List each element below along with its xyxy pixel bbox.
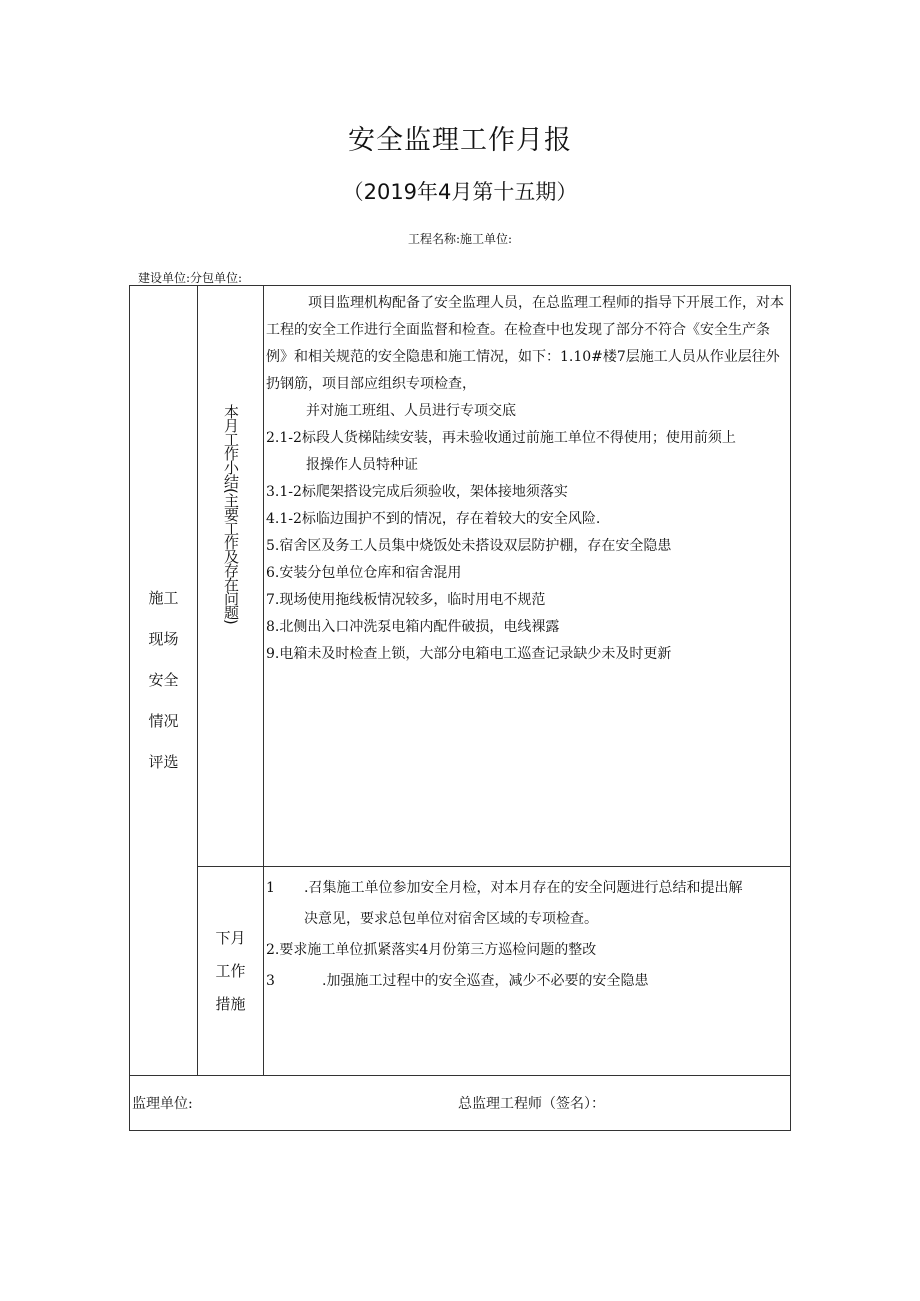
summary-item: 2.1-2标段人货梯陆续安装，再未验收通过前施工单位不得使用；使用前须上	[266, 430, 736, 446]
footer-row	[130, 1076, 791, 1131]
next-label-line: 下月	[215, 928, 246, 947]
report-table	[129, 285, 791, 1131]
next-item	[266, 966, 784, 997]
next-item	[266, 935, 784, 966]
summary-intro-cont: 并对施工班组、人员进行专项交底	[306, 403, 516, 419]
next-item-text: .加强施工过程中的安全巡查，减少不必要的安全隐患	[322, 973, 649, 989]
category-char: 情况	[148, 712, 179, 730]
next-item-number: 1	[266, 880, 275, 896]
project-info-line: 工程名称:施工单位:	[407, 232, 513, 246]
next-item-number: 3	[266, 973, 275, 989]
summary-item: 3.1-2标爬架搭设完成后须验收，架体接地须落实	[266, 484, 568, 500]
summary-content	[264, 286, 791, 867]
next-label-line: 措施	[215, 994, 246, 1013]
next-item	[266, 873, 784, 904]
summary-item: 7.现场使用拖线板情况较多，临时用电不规范	[266, 592, 546, 608]
next-item-text: 2.要求施工单位抓紧落实4月份第三方巡检问题的整改	[266, 942, 597, 958]
summary-item-cont: 报操作人员特种证	[306, 457, 418, 473]
category-char: 评选	[148, 753, 179, 771]
summary-label-cell	[198, 286, 264, 867]
page-subtitle: （2019年4月第十五期）	[342, 180, 578, 204]
summary-item: 4.1-2标临边围护不到的情况，存在着较大的安全风险.	[266, 511, 601, 527]
summary-item: 6.安装分包单位仓库和宿舍混用	[266, 565, 462, 581]
category-cell	[130, 286, 198, 1076]
summary-item: 8.北侧出入口冲洗泵电箱内配件破损，电线裸露	[266, 619, 560, 635]
summary-intro: 项目监理机构配备了安全监理人员，在总监理工程师的指导下开展工作，对本工程的安全工作进行全面监督和检查。在检查中也发现了部分不符合《安全生产条例》和相关规范的安全隐患和施工情况，如下：1.10#楼7层施工人员从作业层往外扔钢筋，项目部应组织专项检查，	[266, 295, 784, 392]
category-char: 现场	[148, 630, 179, 648]
category-char: 施工	[148, 589, 179, 607]
next-month-content	[264, 867, 791, 1076]
next-item-cont: 决意见，要求总包单位对宿舍区域的专项检查。	[304, 911, 598, 927]
summary-item: 9.电箱未及时检查上锁，大部分电箱电工巡查记录缺少未及时更新	[266, 646, 672, 662]
summary-label: 本月工作小结(主要工作及存在问题)	[222, 404, 240, 624]
page-title: 安全监理工作月报	[348, 125, 572, 156]
next-label-line: 工作	[215, 961, 246, 980]
next-item-text: .召集施工单位参加安全月检，对本月存在的安全问题进行总结和提出解	[304, 880, 743, 896]
chief-engineer-signature-label: 总监理工程师（签名）：	[458, 1096, 605, 1112]
supervision-unit-label: 监理单位:	[132, 1096, 193, 1112]
summary-item: 5.宿舍区及务工人员集中烧饭处未搭设双层防护棚，存在安全隐患	[266, 538, 672, 554]
category-char: 安全	[148, 671, 179, 689]
next-label-cell	[198, 867, 264, 1076]
unit-info-line: 建设单位:分包单位:	[138, 271, 243, 285]
